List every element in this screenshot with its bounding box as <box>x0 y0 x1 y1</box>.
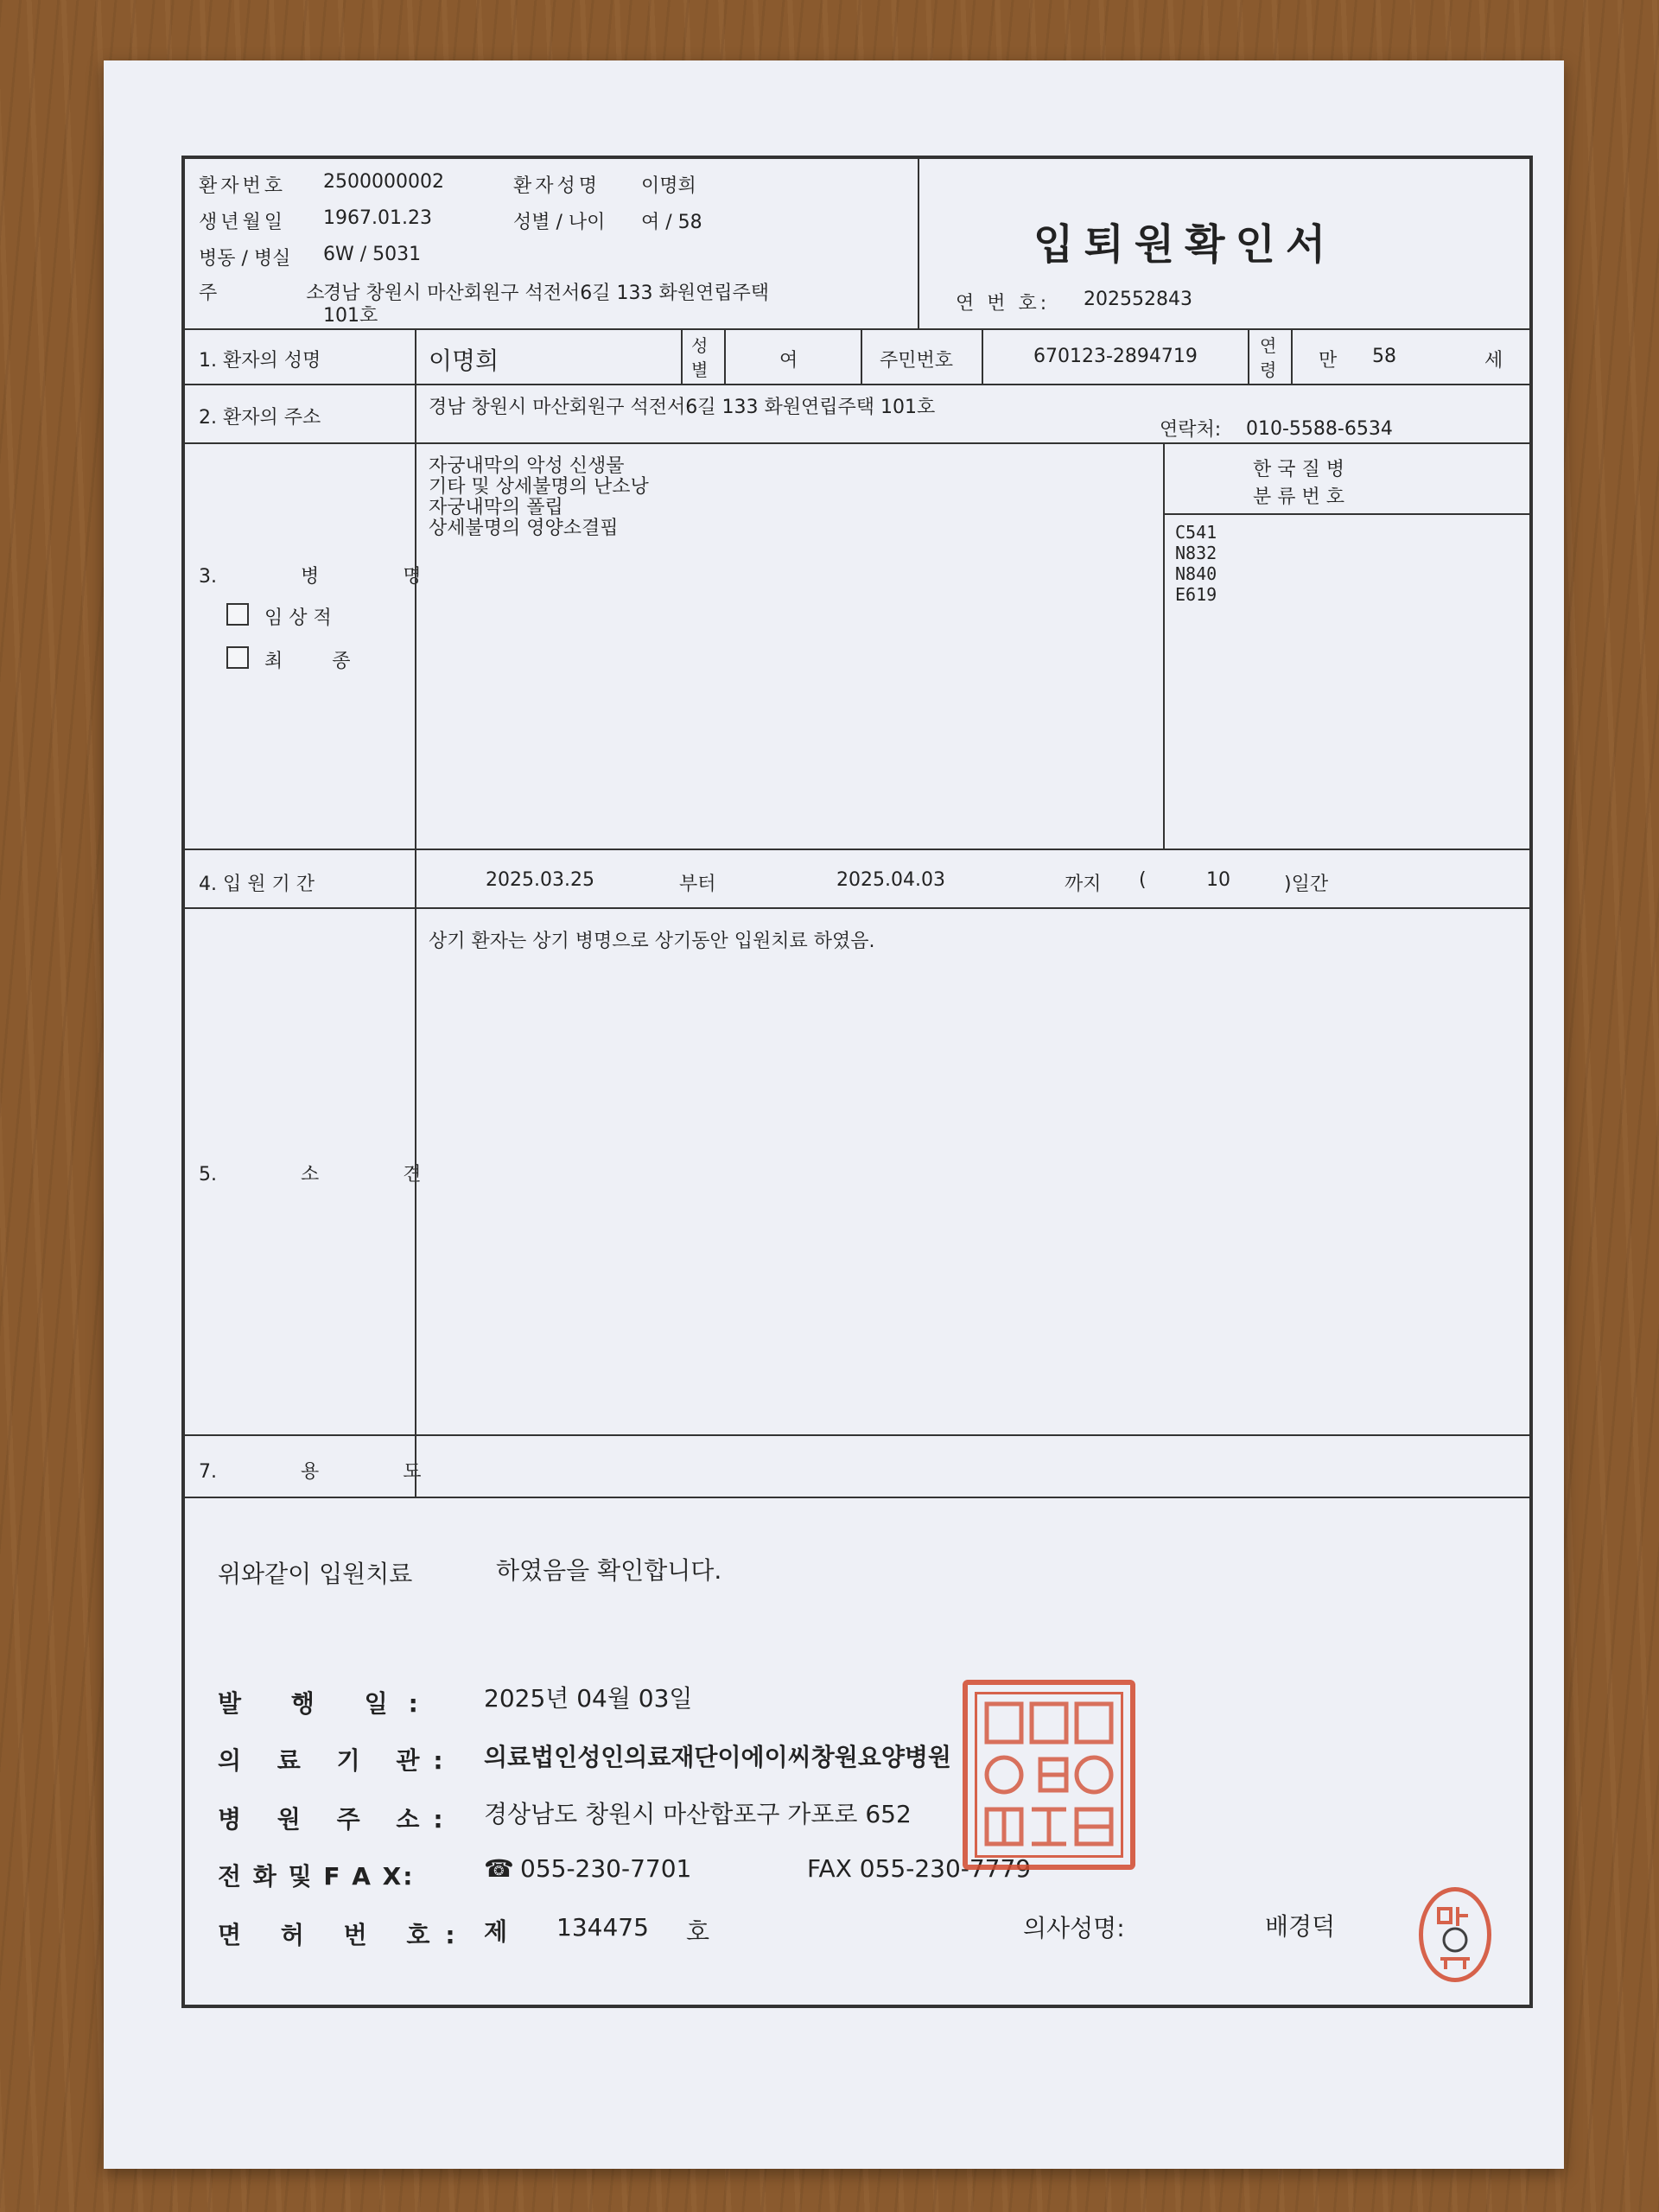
hospital-address: 경상남도 창원시 마산합포구 가포로 652 <box>484 1800 912 1828</box>
license-prefix: 제 <box>484 1917 508 1946</box>
address-line1: 경남 창원시 마산회원구 석전서6길 133 화원연립주택 <box>323 283 769 304</box>
kcd-codes-cell <box>1163 513 1531 850</box>
diagnosis-3: 자궁내막의 폴립 <box>429 497 563 518</box>
kcd-code-4: E619 <box>1175 584 1217 605</box>
row3-label-cell <box>183 442 422 850</box>
row3-diagnosis-cell <box>415 442 1165 850</box>
phone-fax-label: 전 화 및 F A X: <box>218 1862 415 1891</box>
row1-age: 58 <box>1372 346 1396 367</box>
final-checkbox[interactable] <box>226 646 249 669</box>
seal-pattern-icon <box>968 1685 1130 1865</box>
row1-sex-label-cell <box>681 328 726 385</box>
diagnosis-1: 자궁내막의 악성 신생물 <box>429 455 625 477</box>
document-paper <box>104 60 1564 2169</box>
clinical-checkbox[interactable] <box>226 603 249 626</box>
admission-discharge-certificate-form <box>181 156 1533 2008</box>
row1-sex-cell <box>724 328 862 385</box>
confirm-text-a: 위와같이 입원치료 <box>218 1560 413 1588</box>
ward: 6W / 5031 <box>323 244 422 265</box>
fax-number: FAX 055-230-7779 <box>807 1854 1032 1883</box>
license-suffix: 호 <box>686 1917 710 1946</box>
header-title-box <box>918 157 1531 330</box>
patient-no: 2500000002 <box>323 171 444 193</box>
kcd-header-cell <box>1163 442 1531 515</box>
row7-label: 7. 용 도 <box>199 1461 422 1483</box>
footer-box <box>183 1497 1531 2006</box>
address-line2: 101호 <box>323 305 378 327</box>
final-label: 최 종 <box>264 651 351 672</box>
patient-name-label: 환자성명 <box>513 175 601 197</box>
hospital-seal-stamp <box>963 1680 1135 1870</box>
confirm-text-b: 하였음을 확인합니다. <box>496 1556 722 1585</box>
issue-date-label: 발 행 일: <box>218 1689 439 1718</box>
row1-patient-name: 이명희 <box>429 346 499 375</box>
serial-label: 연 번 호: <box>956 293 1051 315</box>
row1-label: 1. 환자의 성명 <box>199 350 321 372</box>
serial-number: 202552843 <box>1084 289 1192 310</box>
dob-label: 생년월일 <box>199 212 287 233</box>
row1-rrn-label: 주민번호 <box>880 350 954 372</box>
header-info-box <box>183 157 919 330</box>
days-open: ( <box>1139 869 1147 891</box>
diagnosis-4: 상세불명의 영양소결핍 <box>429 518 619 539</box>
row2-label: 2. 환자의 주소 <box>199 407 321 429</box>
dob: 1967.01.23 <box>323 207 432 229</box>
row4-period-cell <box>415 849 1531 909</box>
license-number: 134475 <box>556 1913 649 1942</box>
doctor-name: 배경덕 <box>1265 1912 1336 1941</box>
admission-start: 2025.03.25 <box>486 869 594 891</box>
patient-no-label: 환자번호 <box>199 175 287 197</box>
row1-age-suffix: 세 <box>1484 350 1503 372</box>
row2-contact-label: 연락처: <box>1160 419 1222 441</box>
row3-label: 3. 병 명 <box>199 566 422 588</box>
doctor-seal-pattern-icon <box>1423 1891 1487 1978</box>
row5-opinion-cell <box>415 907 1531 1436</box>
hospital-address-label: 병 원 주 소: <box>218 1805 457 1834</box>
admission-days: 10 <box>1206 869 1230 891</box>
row2-label-cell <box>183 384 416 444</box>
row1-age-prefix: 만 <box>1319 350 1338 372</box>
kcd-code-2: N832 <box>1175 543 1217 563</box>
row1-age-label: 연령 <box>1260 335 1277 380</box>
diagnosis-2: 기타 및 상세불명의 난소낭 <box>429 476 649 498</box>
row1-name-cell <box>415 328 683 385</box>
row1-label-cell <box>183 328 416 385</box>
institution-name: 의료법인성인의료재단이에이씨창원요양병원 <box>484 1743 951 1771</box>
ward-label: 병동 / 병실 <box>199 248 291 270</box>
opinion-text: 상기 환자는 상기 병명으로 상기동안 입원치료 하였음. <box>429 931 875 952</box>
row4-label-cell <box>183 849 416 909</box>
row2-address: 경남 창원시 마산회원구 석전서6길 133 화원연립주택 101호 <box>429 397 936 418</box>
document-title: 입퇴원확인서 <box>1033 220 1337 269</box>
doctor-label: 의사성명: <box>1023 1914 1125 1942</box>
kcd-header-1: 한 국 질 병 <box>1253 459 1344 480</box>
telephone-icon: ☎ <box>484 1854 514 1883</box>
row1-rrn: 670123-2894719 <box>1033 346 1198 367</box>
days-close: )일간 <box>1284 874 1329 895</box>
kcd-code-3: N840 <box>1175 563 1217 584</box>
to-label: 까지 <box>1065 874 1102 895</box>
row1-rrn-cell <box>982 328 1249 385</box>
clinical-label: 임 상 적 <box>264 607 332 629</box>
doctor-seal-stamp <box>1419 1887 1491 1982</box>
patient-name-header: 이명희 <box>641 175 696 197</box>
kcd-header-2: 분 류 번 호 <box>1253 486 1344 508</box>
row1-age-label-cell <box>1248 328 1293 385</box>
row1-sex: 여 <box>779 350 798 372</box>
phone-number: 055-230-7701 <box>520 1854 692 1883</box>
row2-contact: 010-5588-6534 <box>1246 418 1393 440</box>
admission-end: 2025.04.03 <box>836 869 945 891</box>
row1-sex-label: 성별 <box>691 335 709 380</box>
institution-label: 의 료 기 관: <box>218 1746 457 1775</box>
address-label: 주 소 <box>199 283 366 304</box>
sex-age-label: 성별 / 나이 <box>513 212 606 233</box>
kcd-code-1: C541 <box>1175 522 1217 543</box>
license-label: 면 허 번 호: <box>218 1921 471 1949</box>
row1-rrn-label-cell <box>861 328 983 385</box>
row5-label-cell <box>183 907 422 1436</box>
row7-purpose-cell <box>415 1434 1531 1498</box>
sex-age: 여 / 58 <box>641 212 702 233</box>
from-label: 부터 <box>679 874 716 895</box>
issue-date: 2025년 04월 03일 <box>484 1684 693 1713</box>
row2-address-cell <box>415 384 1531 444</box>
row4-label: 4. 입 원 기 간 <box>199 874 315 895</box>
row1-age-cell <box>1291 328 1531 385</box>
row5-label: 5. 소 견 <box>199 1164 422 1185</box>
row7-label-cell <box>183 1434 422 1498</box>
